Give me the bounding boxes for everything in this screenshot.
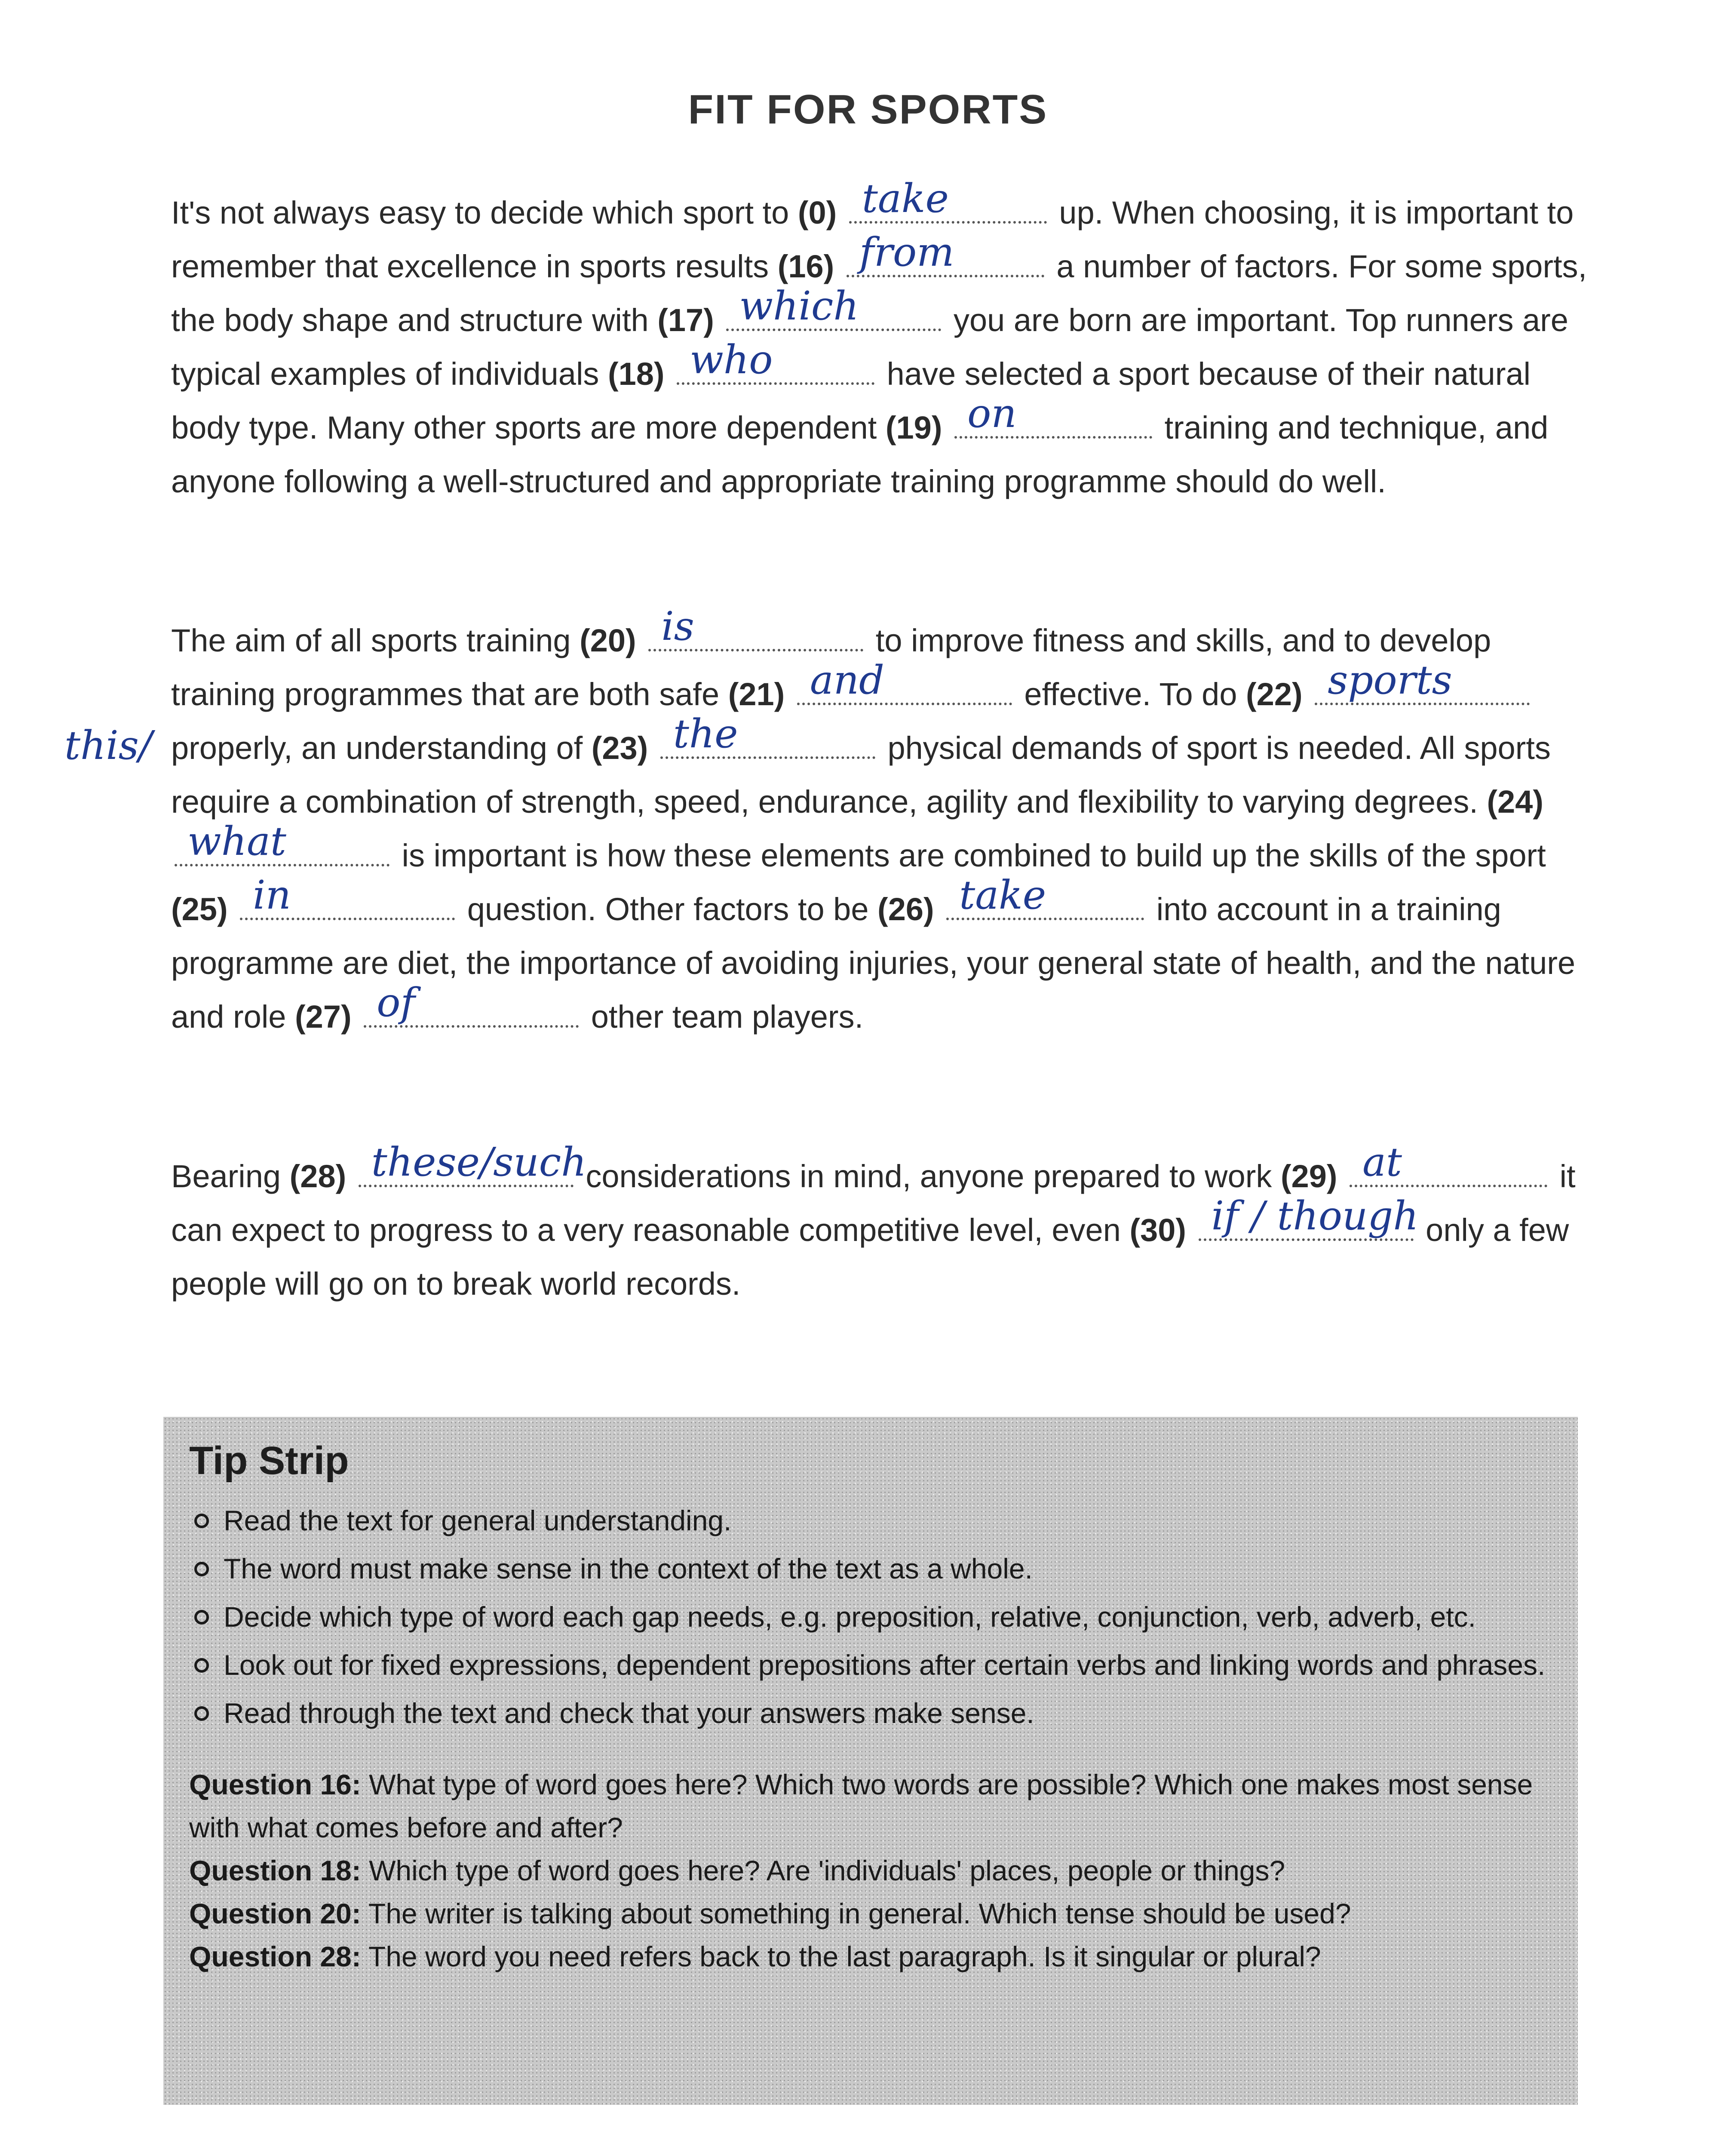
handwritten-margin-note: this/ xyxy=(64,722,152,768)
bullet-icon xyxy=(194,1658,209,1673)
text-segment: you are born are important. Top runners are typical examples of individuals xyxy=(171,302,1569,392)
gap-number: (29) xyxy=(1280,1158,1337,1194)
gap-number: (19) xyxy=(885,410,942,445)
page-title: FIT FOR SPORTS xyxy=(688,86,1048,132)
tip-item xyxy=(189,1549,1552,1588)
question-label: Question 18: xyxy=(189,1855,361,1886)
text-segment: have selected a sport because of their natural body type. Many other sports are more dependent xyxy=(171,356,1531,445)
handwritten-answer: and xyxy=(810,657,884,703)
gap-number: (24) xyxy=(1487,784,1544,820)
question-hints xyxy=(189,1763,1552,1978)
question-hint xyxy=(189,1849,1552,1892)
question-text: Which type of word goes here? Are 'individuals' places, people or things? xyxy=(361,1855,1285,1886)
text-segment: to improve fitness and skills, and to develop training programmes that are both safe xyxy=(171,623,1491,712)
handwritten-answer: of xyxy=(377,980,415,1026)
gap-number: (17) xyxy=(657,302,714,338)
question-hint xyxy=(189,1935,1552,1978)
gap-number: (0) xyxy=(797,195,837,230)
answer-gap[interactable] xyxy=(1199,1193,1419,1241)
question-text: The word you need refers back to the last paragraph. Is it singular or plural? xyxy=(361,1941,1321,1972)
text-segment: question. Other factors to be xyxy=(458,891,878,927)
handwritten-answer: at xyxy=(1362,1139,1402,1185)
handwritten-answer: from xyxy=(859,229,954,275)
answer-gap[interactable] xyxy=(726,283,941,331)
bullet-icon xyxy=(194,1610,209,1625)
paragraph-3 xyxy=(171,1139,1598,1311)
question-label: Question 20: xyxy=(189,1898,361,1929)
text-segment: training and technique, and anyone following a well-structured and appropriate training programme should do well. xyxy=(171,410,1549,499)
tip-item xyxy=(189,1693,1552,1733)
answer-gap[interactable] xyxy=(797,657,1012,705)
text-segment: effective. To do xyxy=(1015,676,1246,712)
answer-gap[interactable] xyxy=(1350,1139,1547,1187)
handwritten-answer: which xyxy=(739,283,859,329)
text-segment: a number of factors. For some sports, the body shape and structure with xyxy=(171,249,1587,338)
answer-gap[interactable] xyxy=(660,711,875,759)
tip-item xyxy=(189,1645,1552,1685)
answer-gap[interactable] xyxy=(1315,657,1530,705)
handwritten-answer: in xyxy=(253,872,291,918)
tip-text: Decide which type of word each gap needs, e.g. preposition, relative, conjunction, verb, adverb, etc. xyxy=(224,1601,1476,1633)
gap-number: (28) xyxy=(289,1158,347,1194)
answer-gap[interactable] xyxy=(954,390,1152,439)
answer-gap[interactable] xyxy=(946,872,1144,920)
text-segment: is important is how these elements are combined to build up the skills of the sport xyxy=(393,838,1546,873)
answer-gap[interactable] xyxy=(240,872,455,920)
gap-number: (18) xyxy=(607,356,665,392)
gap-number: (30) xyxy=(1129,1212,1187,1248)
question-label: Question 16: xyxy=(189,1769,361,1800)
question-text: The writer is talking about something in general. Which tense should be used? xyxy=(361,1898,1351,1929)
answer-gap[interactable] xyxy=(648,603,863,651)
handwritten-answer: on xyxy=(967,390,1017,436)
tip-strip-heading: Tip Strip xyxy=(189,1439,349,1483)
gap-number: (21) xyxy=(728,676,785,712)
handwritten-answer: these/such xyxy=(371,1139,587,1185)
bullet-icon xyxy=(194,1706,209,1721)
question-label: Question 28: xyxy=(189,1941,361,1972)
text-segment: it can expect to progress to a very reasonable competitive level, even xyxy=(171,1158,1576,1248)
gap-number: (25) xyxy=(171,891,228,927)
question-text: What type of word goes here? Which two words are possible? Which one makes most sense with what comes before and after? xyxy=(189,1769,1533,1843)
question-hint xyxy=(189,1892,1552,1935)
answer-gap[interactable] xyxy=(364,980,579,1028)
text-segment: considerations in mind, anyone prepared to work xyxy=(577,1158,1281,1194)
gap-number: (20) xyxy=(580,623,636,658)
gap-number: (23) xyxy=(591,730,648,766)
gap-number: (26) xyxy=(877,891,934,927)
handwritten-answer: take xyxy=(862,175,949,221)
handwritten-answer: is xyxy=(661,603,694,649)
text-segment: The aim of all sports training xyxy=(171,623,580,658)
text-segment: physical demands of sport is needed. All sports require a combination of strength, speed, endurance, agility and flexibility to varying degrees. xyxy=(171,730,1551,820)
handwritten-answer: the xyxy=(673,711,738,757)
gap-number: (16) xyxy=(777,249,834,284)
tip-item xyxy=(189,1597,1552,1637)
bullet-icon xyxy=(194,1514,209,1528)
handwritten-answer: sports xyxy=(1328,657,1452,703)
answer-gap[interactable] xyxy=(847,229,1044,277)
answer-gap[interactable] xyxy=(175,818,390,866)
text-segment: It's not always easy to decide which sport to xyxy=(171,195,798,230)
text-segment: into account in a training programme are diet, the importance of avoiding injuries, your general state of health, and the nature and role xyxy=(171,891,1576,1035)
paragraph-2 xyxy=(171,603,1598,1044)
text-segment: other team players. xyxy=(582,999,864,1035)
tip-strip-box xyxy=(163,1417,1578,2105)
answer-gap[interactable] xyxy=(359,1139,587,1187)
handwritten-answer: who xyxy=(690,337,773,383)
gap-number: (27) xyxy=(294,999,352,1035)
text-segment: up. When choosing, it is important to remember that excellence in sports results xyxy=(171,195,1574,284)
bullet-icon xyxy=(194,1562,209,1576)
tip-item xyxy=(189,1501,1552,1540)
handwritten-answer: take xyxy=(959,872,1046,918)
tip-text: The word must make sense in the context of the text as a whole. xyxy=(224,1553,1033,1585)
handwritten-answer: if / though xyxy=(1211,1193,1419,1239)
tip-text: Read through the text and check that your answers make sense. xyxy=(224,1697,1034,1729)
answer-gap[interactable] xyxy=(849,175,1047,224)
answer-gap[interactable] xyxy=(677,337,874,385)
text-segment: properly, an understanding of xyxy=(171,730,592,766)
gap-number: (22) xyxy=(1246,676,1303,712)
tip-list xyxy=(189,1501,1552,1733)
handwritten-answer: what xyxy=(187,818,286,864)
text-segment: only a few people will go on to break world records. xyxy=(171,1212,1569,1302)
paragraph-1 xyxy=(171,175,1598,508)
tip-text: Look out for fixed expressions, dependent prepositions after certain verbs and linking words and phrases. xyxy=(224,1649,1546,1681)
text-segment: Bearing xyxy=(171,1158,290,1194)
question-hint xyxy=(189,1763,1552,1849)
tip-text: Read the text for general understanding. xyxy=(224,1505,732,1536)
